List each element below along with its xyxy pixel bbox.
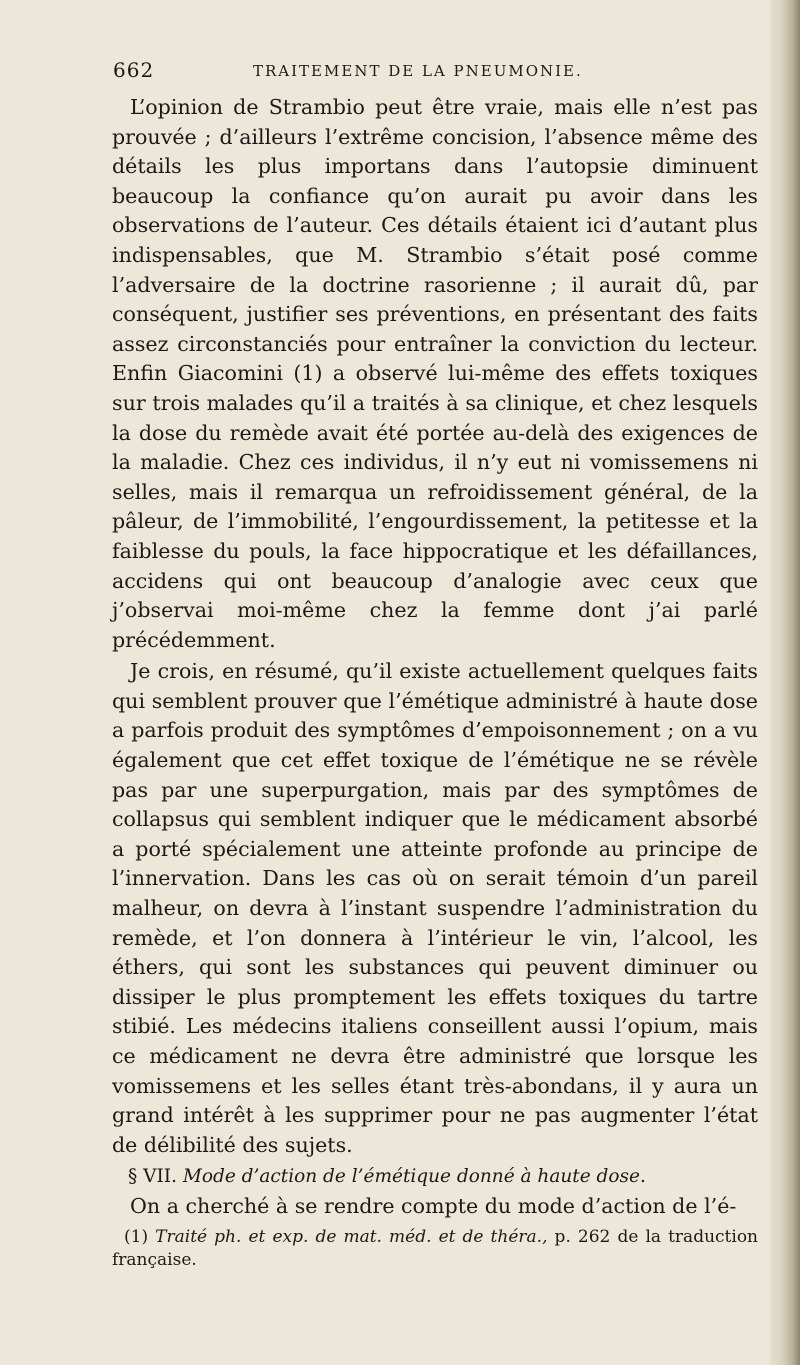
footnote-title: Traité ph. et exp. de mat. méd. et de théra.,: [155, 1227, 548, 1247]
running-title: TRAITEMENT DE LA PNEUMONIE.: [253, 62, 583, 80]
footnote-marker: (1): [124, 1227, 149, 1247]
page-edge-shadow: [770, 0, 800, 1365]
body-text: [112, 93, 758, 1222]
footnote: [112, 1226, 758, 1272]
section-title: Mode d’action de l’émétique donné à haute dose.: [182, 1166, 646, 1188]
section-number: § VII.: [128, 1166, 177, 1188]
paragraph: Je crois, en résumé, qu’il existe actuellement quelques faits qui semblent prouver que l’émétique administré à haute dose a parfois produit des symptômes d’empoisonnement ; on a vu également que cet effet toxique de l’émétique ne se révèle pas par une superpurgation, mais par des symptômes de collapsus qui semblent indiquer que le médicament absorbé a porté spécialement une atteinte profonde au principe de l’innervation. Dans les cas où on serait témoin d’un pareil malheur, on devra à l’instant suspendre l’administration du remède, et l’on donnera à l’intérieur le vin, l’alcool, les éthers, qui sont les substances qui peuvent diminuer ou dissiper le plus promptement les effets toxiques du tartre stibié. Les médecins italiens conseillent aussi l’opium, mais ce médicament ne devra être administré que lorsque les vomissemens et les selles étant très-abondans, il y aura un grand intérêt à les supprimer pour ne pas augmenter l’état de délibilité des sujets.: [112, 659, 758, 1157]
paragraph: On a cherché à se rendre compte du mode d’action de l’é-: [130, 1193, 737, 1218]
section-heading: [112, 1162, 758, 1192]
page-number: 662: [113, 58, 155, 82]
page-header: [113, 58, 753, 84]
footnote-text: p. 262 de la traduction française.: [112, 1227, 758, 1270]
paragraph: L’opinion de Strambio peut être vraie, mais elle n’est pas prouvée ; d’ailleurs l’extrême concision, l’absence même des détails les plus importans dans l’autopsie diminuent beaucoup la confiance qu’on aurait pu avoir dans les observations de l’auteur. Ces détails étaient ici d’autant plus indispensables, que M. Strambio s’était posé comme l’adversaire de la doctrine rasorienne ; il aurait dû, par conséquent, justifier ses préventions, en présentant des faits assez circonstanciés pour entraîner la conviction du lecteur. Enfin Giacomini (1) a observé lui-même des effets toxiques sur trois malades qu’il a traités à sa clinique, et chez lesquels la dose du remède avait été portée au-delà des exigences de la maladie. Chez ces individus, il n’y eut ni vomissemens ni selles, mais il remarqua un refroidissement général, de la pâleur, de l’immobilité, l’engourdissement, la petitesse et la faiblesse du pouls, la face hippocratique et les défaillances, accidens qui ont beaucoup d’analogie avec ceux que j’observai moi-même chez la femme dont j’ai parlé précédemment.: [112, 95, 758, 652]
